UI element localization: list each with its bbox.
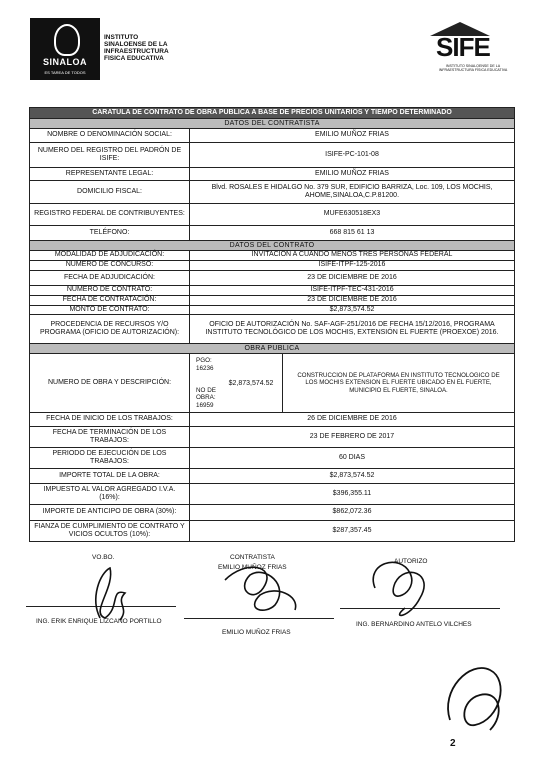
field-label: DOMICILIO FISCAL: bbox=[30, 181, 190, 203]
autorizo-label: AUTORIZO bbox=[394, 558, 428, 565]
signer-name-left: ING. ERIK ENRIQUE LIZCANO PORTILLO bbox=[36, 618, 162, 625]
table-row bbox=[30, 520, 514, 541]
field-label: FECHA DE CONTRATACIÓN: bbox=[30, 296, 190, 305]
institute-line: INSTITUTO bbox=[104, 34, 139, 41]
coat-of-arms-icon bbox=[54, 24, 80, 56]
table-row bbox=[30, 260, 514, 270]
logo-tagline: ES TAREA DE TODOS bbox=[44, 70, 86, 75]
table-row bbox=[30, 483, 514, 504]
pgo-value: 16236 bbox=[196, 364, 214, 372]
no-obra-value: 16959 bbox=[196, 401, 214, 409]
table-row bbox=[30, 203, 514, 225]
table-row bbox=[30, 468, 514, 483]
table-row bbox=[30, 167, 514, 180]
signature-scribble-center bbox=[205, 550, 315, 620]
field-value: Blvd. ROSALES E HIDALGO No. 379 SUR, EDIFICIO BARRIZA, Loc. 109, LOS MOCHIS, AHOME,SINALOA,C.P.81200. bbox=[211, 183, 493, 199]
table-row bbox=[30, 504, 514, 520]
field-value: 23 DE DICIEMBRE DE 2016 bbox=[307, 273, 397, 281]
field-label: PROCEDENCIA DE RECURSOS Y/O PROGRAMA (OFICIO DE AUTORIZACIÓN): bbox=[30, 315, 190, 343]
contratista-label: CONTRATISTA bbox=[230, 554, 275, 561]
table-row bbox=[30, 305, 514, 314]
table-row bbox=[30, 447, 514, 468]
field-label: TELÉFONO: bbox=[30, 226, 190, 240]
table-row bbox=[30, 225, 514, 240]
field-value: $396,355.11 bbox=[332, 489, 372, 497]
document-title: CARATULA DE CONTRATO DE OBRA PUBLICA A BASE DE PRECIOS UNITARIOS Y TIEMPO DETERMINADO bbox=[30, 108, 514, 118]
sinaloa-logo bbox=[30, 18, 100, 80]
field-label: IMPORTE TOTAL DE LA OBRA: bbox=[30, 469, 190, 483]
field-label: FECHA DE TERMINACIÓN DE LOS TRABAJOS: bbox=[30, 427, 190, 447]
institute-line: SINALOENSE DE LA bbox=[104, 41, 168, 48]
table-row bbox=[30, 250, 514, 260]
field-label: NUMERO DE CONCURSO: bbox=[30, 261, 190, 270]
section-obra: OBRA PUBLICA bbox=[30, 343, 514, 353]
no-obra-label: NO DE OBRA: bbox=[196, 386, 216, 401]
signature-area bbox=[0, 548, 542, 760]
field-label: PERIODO DE EJECUCIÓN DE LOS TRABAJOS: bbox=[30, 448, 190, 468]
field-value: ISIFE-PC-101-08 bbox=[325, 150, 379, 158]
field-value: EMILIO MUÑOZ FRIAS bbox=[315, 131, 389, 139]
isife-logo-word: SIFE bbox=[436, 32, 490, 62]
field-label: REGISTRO FEDERAL DE CONTRIBUYENTES: bbox=[30, 204, 190, 225]
field-label: NUMERO DE OBRA Y DESCRIPCIÓN: bbox=[30, 354, 190, 412]
institute-line: FISICA EDUCATIVA bbox=[104, 55, 164, 62]
field-value: 23 DE FEBRERO DE 2017 bbox=[309, 432, 395, 440]
page-number: 2 bbox=[450, 738, 456, 749]
field-label: MODALIDAD DE ADJUDICACIÓN: bbox=[30, 251, 190, 260]
field-value: ISIFE-ITPF-TEC-431-2016 bbox=[310, 286, 394, 294]
field-label: MONTO DE CONTRATO: bbox=[30, 306, 190, 314]
field-value: $287,357.45 bbox=[332, 526, 372, 534]
table-row bbox=[30, 295, 514, 305]
field-value: INVITACION A CUANDO MENOS TRES PERSONAS FEDERAL bbox=[251, 251, 453, 259]
field-value: 26 DE DICIEMBRE DE 2016 bbox=[307, 415, 397, 423]
table-row bbox=[30, 128, 514, 142]
obra-detail bbox=[190, 354, 514, 412]
vobo-label: VO.BO. bbox=[92, 554, 115, 561]
field-label: IMPUESTO AL VALOR AGREGADO I.V.A. (16%): bbox=[30, 484, 190, 504]
field-value: ISIFE-ITPF-125-2016 bbox=[318, 261, 386, 269]
signature-scribble-left bbox=[70, 558, 150, 628]
table-row bbox=[30, 142, 514, 167]
table-row bbox=[30, 270, 514, 285]
isife-logo-subtitle: INSTITUTO SINALOENSE DE LA INFRAESTRUCTURA FÍSICA EDUCATIVA bbox=[438, 64, 508, 72]
table-row bbox=[30, 285, 514, 295]
field-label: FECHA DE INICIO DE LOS TRABAJOS: bbox=[30, 413, 190, 426]
field-label: REPRESENTANTE LEGAL: bbox=[30, 168, 190, 180]
table-row bbox=[30, 353, 514, 412]
field-value: 23 DE DICIEMBRE DE 2016 bbox=[307, 296, 397, 304]
table-row bbox=[30, 180, 514, 203]
field-label: FIANZA DE CUMPLIMIENTO DE CONTRATO Y VICIOS OCULTOS (10%): bbox=[30, 521, 190, 541]
table-row bbox=[30, 412, 514, 426]
institute-name bbox=[104, 34, 169, 62]
field-value: $2,873,574.52 bbox=[329, 471, 375, 479]
field-value: $2,873,574.52 bbox=[329, 305, 375, 313]
signer-name-right: ING. BERNARDINO ANTELO VILCHES bbox=[356, 621, 472, 628]
obra-description: CONSTRUCCION DE PLATAFORMA EN INSTITUTO TECNOLOGICO DE LOS MOCHIS EXTENSION EL FUERTE UBICADO EN EL FUERTE, MUNICIPIO EL FUERTE, SINALOA. bbox=[297, 372, 500, 394]
field-label: FECHA DE ADJUDICACIÓN: bbox=[30, 271, 190, 285]
obra-amount: $2,873,574.52 bbox=[220, 354, 283, 412]
contract-cover-table bbox=[29, 107, 515, 542]
signature-scribble-right bbox=[350, 548, 450, 628]
field-label: IMPORTE DE ANTICIPO DE OBRA (30%): bbox=[30, 505, 190, 520]
field-value: 668 815 61 13 bbox=[329, 228, 375, 236]
section-contratista: DATOS DEL CONTRATISTA bbox=[30, 118, 514, 128]
isife-logo bbox=[428, 22, 518, 76]
obra-ids bbox=[190, 354, 220, 412]
signer-name-center: EMILIO MUÑOZ FRIAS bbox=[222, 629, 291, 636]
field-value: 60 DIAS bbox=[338, 453, 366, 461]
field-value: $862,072.36 bbox=[332, 508, 372, 516]
field-value: OFICIO DE AUTORIZACIÓN No. SAF-AGF-251/2016 DE FECHA 15/12/2016, PROGRAMA INSTITUTO TECNOLÓGICO DE LOS MOCHIS, EXTENSIÓN EL FUERTE (PROEXOE) 2016. bbox=[205, 320, 499, 336]
institute-line: INFRAESTRUCTURA bbox=[104, 48, 169, 55]
field-label: NUMERO DEL REGISTRO DEL PADRÓN DE ISIFE: bbox=[30, 143, 190, 167]
contratista-subname: EMILIO MUÑOZ FRIAS bbox=[218, 564, 287, 571]
logo-word: SINALOA bbox=[43, 57, 87, 67]
table-row bbox=[30, 426, 514, 447]
table-row bbox=[30, 314, 514, 343]
signature-scribble-initial bbox=[430, 640, 520, 740]
field-value: MUFE630518EX3 bbox=[323, 210, 381, 218]
section-contrato: DATOS DEL CONTRATO bbox=[30, 240, 514, 250]
field-label: NOMBRE O DENOMINACIÓN SOCIAL: bbox=[30, 129, 190, 142]
field-label: NUMERO DE CONTRATO: bbox=[30, 286, 190, 295]
field-value: EMILIO MUÑOZ FRIAS bbox=[315, 169, 389, 177]
pgo-label: PGO: bbox=[196, 357, 212, 364]
